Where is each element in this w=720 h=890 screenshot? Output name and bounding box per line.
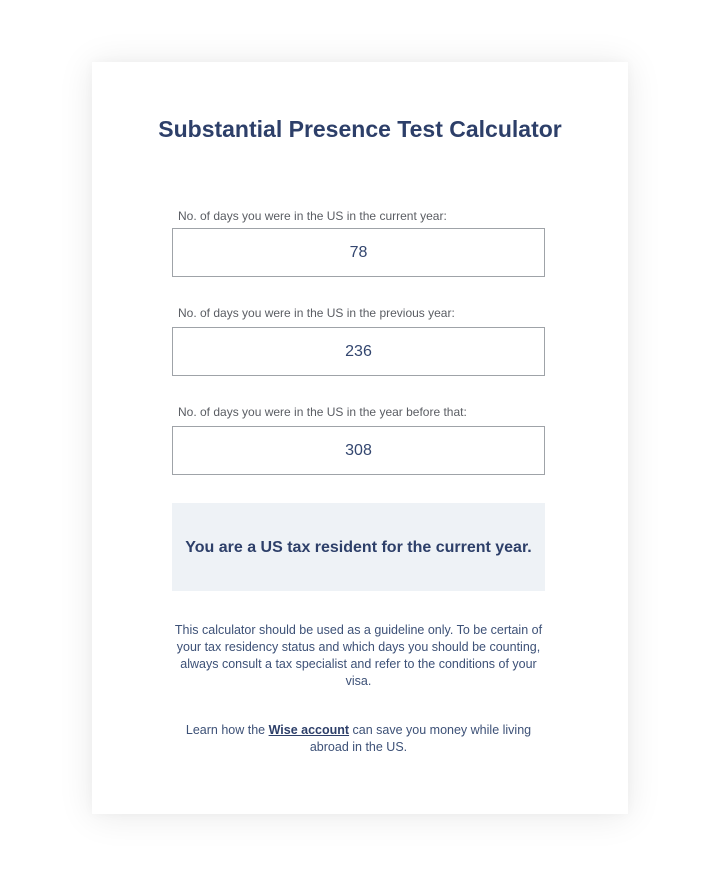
current-year-days-input[interactable] bbox=[172, 228, 545, 277]
calculator-title: Substantial Presence Test Calculator bbox=[158, 116, 562, 142]
year-before-days-input[interactable] bbox=[172, 426, 545, 475]
learn-more-prefix: Learn how the bbox=[185, 723, 269, 737]
disclaimer-text: This calculator should be used as a guideline only. To be certain of your tax residency status and which days you should be counting, always consult a tax specialist and refer to the conditions of your visa. bbox=[174, 623, 543, 688]
calculator-card bbox=[92, 62, 628, 814]
learn-more-suffix: can save you money while living abroad in the US. bbox=[309, 723, 532, 754]
result-text: You are a US tax resident for the current year. bbox=[185, 538, 532, 556]
result-box bbox=[172, 503, 545, 591]
year-before-days-label: No. of days you were in the US in the year before that: bbox=[178, 405, 467, 419]
previous-year-days-input[interactable] bbox=[172, 327, 545, 376]
learn-more-text bbox=[172, 722, 545, 756]
wise-account-link[interactable]: Wise account bbox=[268, 723, 350, 737]
current-year-days-label: No. of days you were in the US in the current year: bbox=[178, 209, 447, 223]
previous-year-days-label: No. of days you were in the US in the previous year: bbox=[178, 306, 455, 320]
